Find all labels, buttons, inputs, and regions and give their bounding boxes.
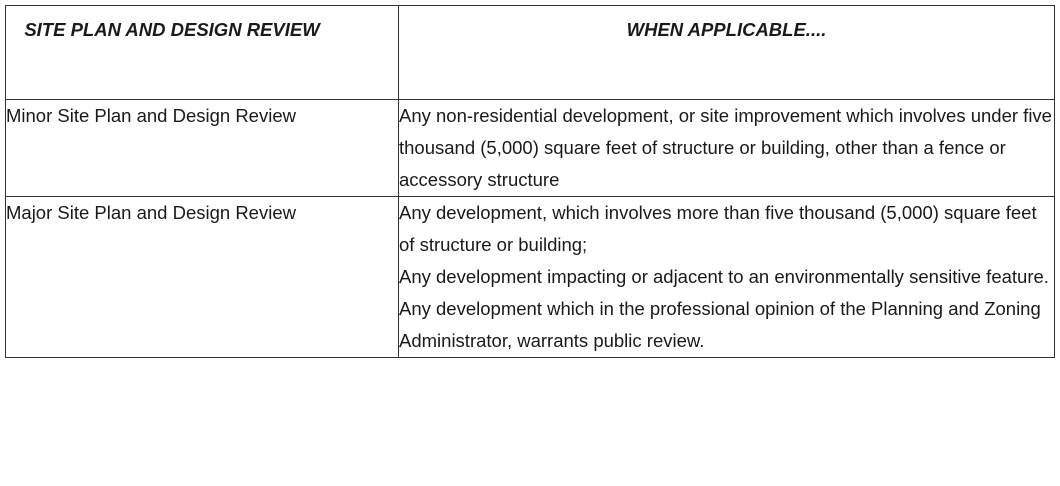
header-review-type bbox=[6, 6, 399, 100]
review-type-cell bbox=[6, 100, 399, 197]
criteria-text: Any development which in the professional opinion of the Planning and Zoning Administrator, warrants public review. bbox=[399, 298, 1041, 351]
table-row-minor bbox=[6, 100, 1055, 197]
header-review-type-label: SITE PLAN AND DESIGN REVIEW bbox=[24, 19, 320, 40]
header-when-applicable bbox=[399, 6, 1055, 100]
review-type-cell bbox=[6, 197, 399, 358]
criteria-cell bbox=[399, 100, 1055, 197]
header-when-applicable-label: WHEN APPLICABLE.... bbox=[626, 19, 827, 40]
site-plan-review-table bbox=[5, 5, 1055, 358]
review-type-label: Major Site Plan and Design Review bbox=[6, 202, 296, 223]
criteria-text: Any non-residential development, or site improvement which involves under five thousand (5,000) square feet of structure or building, other than a fence or accessory structure bbox=[399, 105, 1052, 190]
table-header-row bbox=[6, 6, 1055, 100]
criteria-text: Any development impacting or adjacent to an environmentally sensitive feature. bbox=[399, 266, 1049, 287]
criteria-text: Any development, which involves more than five thousand (5,000) square feet of structure or building; bbox=[399, 202, 1037, 255]
table-row-major bbox=[6, 197, 1055, 358]
criteria-cell bbox=[399, 197, 1055, 358]
review-type-label: Minor Site Plan and Design Review bbox=[6, 105, 296, 126]
